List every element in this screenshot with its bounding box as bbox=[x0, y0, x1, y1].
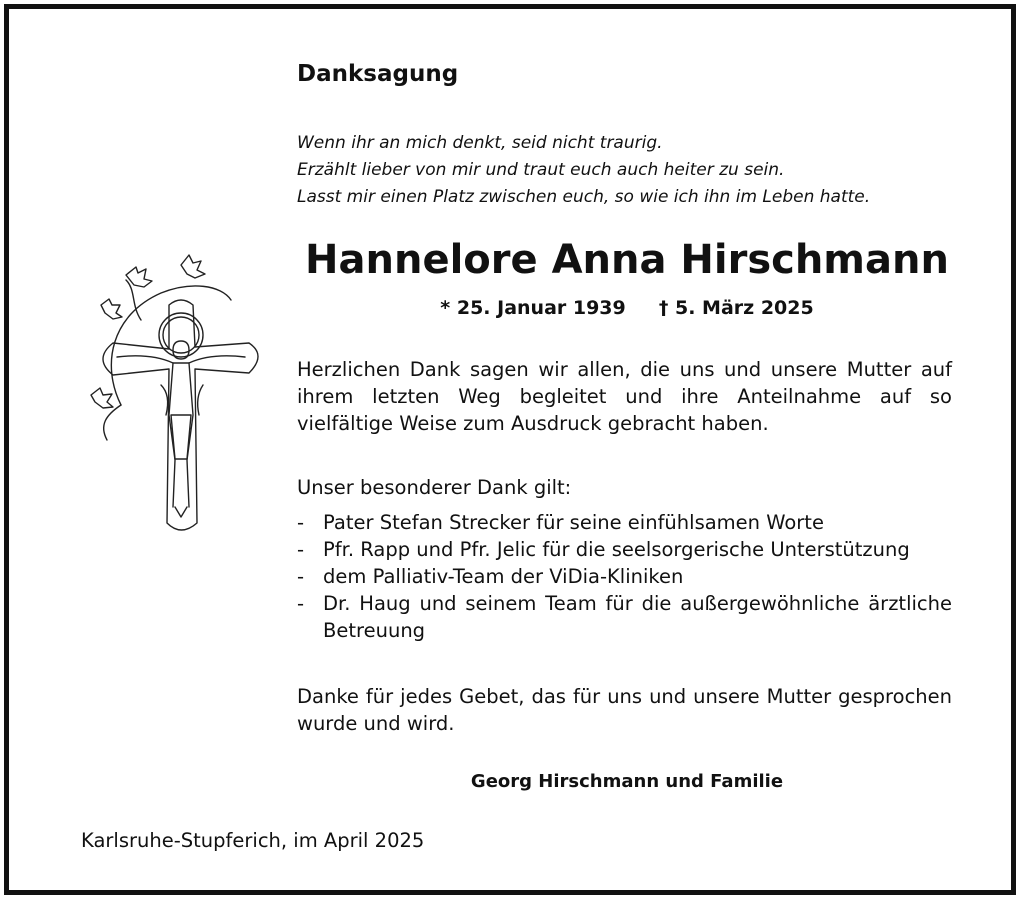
list-item-text: Dr. Haug und seinem Team für die außergewöhnliche ärztliche Betreuung bbox=[323, 592, 952, 642]
list-marker: - bbox=[297, 511, 305, 534]
list-item bbox=[297, 563, 952, 590]
poem-line: Wenn ihr an mich denkt, seid nicht traurig. bbox=[297, 133, 663, 153]
list-item-text: Pater Stefan Strecker für seine einfühlsamen Worte bbox=[323, 511, 824, 534]
list-item bbox=[297, 536, 952, 563]
notice-heading: Danksagung bbox=[297, 61, 459, 87]
list-item-text: dem Palliativ-Team der ViDia-Kliniken bbox=[323, 565, 684, 588]
death-date: † 5. März 2025 bbox=[658, 297, 814, 319]
list-item-text: Pfr. Rapp und Pfr. Jelic für die seelsorgerische Unterstützung bbox=[323, 538, 910, 561]
poem bbox=[297, 130, 937, 211]
poem-line: Lasst mir einen Platz zwischen euch, so wie ich ihn im Leben hatte. bbox=[297, 187, 871, 207]
obituary-frame bbox=[4, 4, 1016, 895]
poem-line: Erzählt lieber von mir und traut euch auch heiter zu sein. bbox=[297, 160, 785, 180]
list-marker: - bbox=[297, 592, 305, 615]
prayer-thanks: Danke für jedes Gebet, das für uns und unsere Mutter gesprochen wurde und wird. bbox=[297, 685, 952, 735]
crucifix-with-vine-icon bbox=[81, 245, 281, 545]
birth-date: * 25. Januar 1939 bbox=[440, 297, 626, 319]
special-thanks-list bbox=[297, 509, 952, 644]
life-dates bbox=[297, 297, 957, 319]
special-thanks-intro: Unser besonderer Dank gilt: bbox=[297, 476, 572, 499]
list-item bbox=[297, 590, 952, 644]
list-marker: - bbox=[297, 565, 305, 588]
place-date: Karlsruhe-Stupferich, im April 2025 bbox=[81, 829, 425, 852]
list-marker: - bbox=[297, 538, 305, 561]
list-item bbox=[297, 509, 952, 536]
signature: Georg Hirschmann und Familie bbox=[470, 771, 784, 792]
deceased-name: Hannelore Anna Hirschmann bbox=[305, 237, 949, 283]
thanks-paragraph: Herzlichen Dank sagen wir allen, die uns und unsere Mutter auf ihrem letzten Weg begleitet und ihre Anteilnahme auf so vielfältige Weise zum Ausdruck gebracht haben. bbox=[297, 358, 952, 435]
